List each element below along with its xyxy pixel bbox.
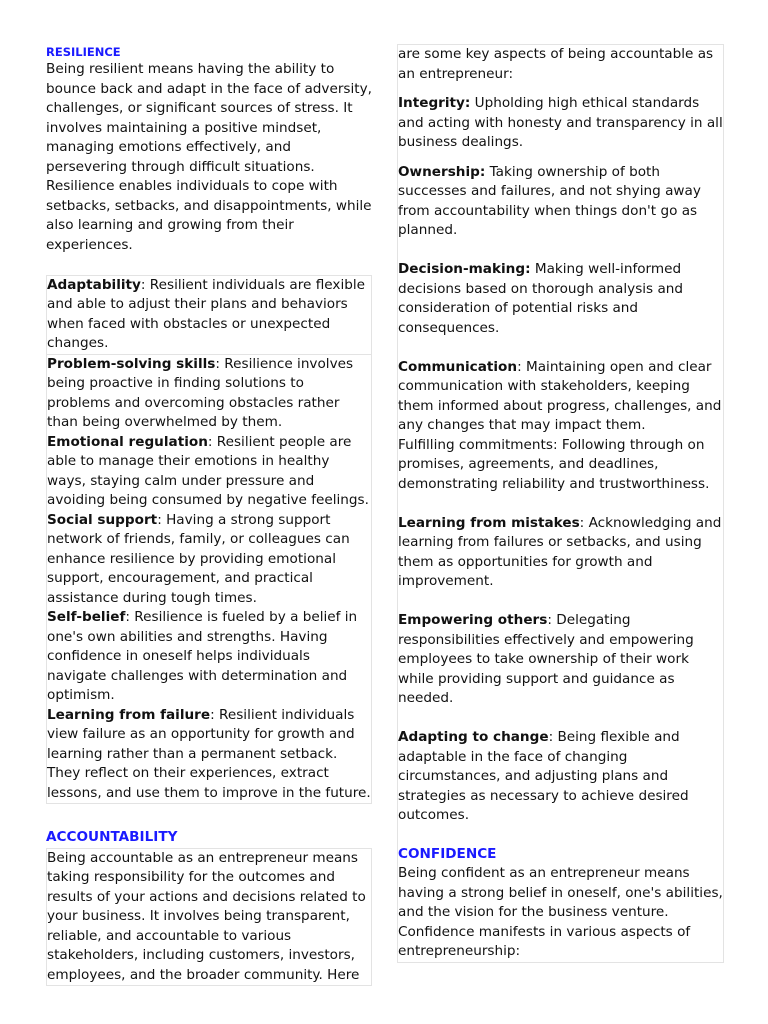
resilience-item-problem-solving bbox=[47, 355, 371, 433]
term: Adaptability bbox=[47, 276, 141, 293]
accountability-continuation: are some key aspects of being accountable as an entrepreneur: bbox=[398, 46, 714, 82]
confidence-heading: CONFIDENCE bbox=[398, 845, 497, 862]
term: Empowering others bbox=[398, 612, 548, 628]
term: Social support bbox=[47, 511, 158, 528]
desc: : Resilience is fueled by a belief in one's own abilities and strengths. Having confidence in oneself helps individuals navigate challenges with determination and optimism. bbox=[47, 609, 358, 703]
left-column bbox=[46, 40, 372, 986]
accountability-item-decision-making bbox=[398, 260, 723, 338]
desc: : Resilient individuals are flexible and able to adjust their plans and behaviors when faced with obstacles or unexpected changes. bbox=[47, 276, 366, 351]
term: Self-belief bbox=[47, 609, 126, 625]
term: Ownership: bbox=[398, 163, 486, 180]
term: Adapting to change bbox=[398, 729, 549, 745]
term: Integrity: bbox=[398, 95, 471, 111]
desc: : Maintaining open and clear communication with stakeholders, keeping them informed about progress, challenges, and any changes that may impact them. bbox=[398, 358, 722, 433]
accountability-item-communication bbox=[398, 358, 723, 436]
desc: Upholding high ethical standards and acting with honesty and transparency in all business dealings. bbox=[398, 95, 723, 150]
desc: : Being flexible and adaptable in the face of changing circumstances, and adjusting plans and strategies as necessary to achieve desired outcomes. bbox=[398, 729, 689, 823]
resilience-heading: RESILIENCE bbox=[46, 45, 121, 59]
resilience-item-adaptability bbox=[46, 275, 372, 354]
desc: Taking ownership of both successes and failures, and not shying away from accountability when things don't go as planned. bbox=[398, 163, 701, 238]
confidence-intro: Being confident as an entrepreneur means having a strong belief in oneself, one's abilities, and the vision for the business venture. Confidence manifests in various aspects of entrepreneurship: bbox=[398, 865, 723, 959]
term: Learning from failure bbox=[47, 706, 211, 723]
desc: : Delegating responsibilities effectively and empowering employees to take ownership of their work while providing support and guidance as needed. bbox=[398, 612, 694, 706]
desc: Making well-informed decisions based on thorough analysis and consideration of potential risks and consequences. bbox=[398, 261, 684, 336]
desc: : Acknowledging and learning from failures or setbacks, and using them as opportunities for growth and improvement. bbox=[398, 514, 722, 589]
accountability-item-empowering-others bbox=[398, 611, 723, 709]
resilience-item-learning-from-failure bbox=[47, 706, 371, 804]
accountability-intro: Being accountable as an entrepreneur means taking responsibility for the outcomes and results of your actions and decisions related to your business. It involves being transparent, reliable, and accountable to various stakeholders, including customers, investors, employees, and the broader community. Here bbox=[46, 848, 372, 987]
term: Problem-solving skills bbox=[47, 355, 216, 372]
resilience-item-social-support bbox=[47, 511, 371, 609]
term: Learning from mistakes bbox=[398, 514, 580, 531]
desc: : Resilience involves being proactive in finding solutions to problems and overcoming obstacles rather than being overwhelmed by them. bbox=[47, 355, 354, 430]
right-column bbox=[397, 44, 724, 963]
accountability-item-integrity bbox=[398, 94, 723, 153]
desc: : Having a strong support network of friends, family, or colleagues can enhance resilience by providing emotional support, encouragement, and practical assistance during tough times. bbox=[47, 511, 350, 606]
desc: : Resilient people are able to manage their emotions in healthy ways, staying calm under pressure and avoiding being consumed by negative feelings. bbox=[47, 433, 369, 508]
accountability-item-learning-from-mistakes bbox=[398, 514, 723, 592]
accountability-item-ownership bbox=[398, 163, 723, 241]
resilience-list-box bbox=[46, 354, 372, 805]
term: Emotional regulation bbox=[47, 433, 208, 450]
term: Communication bbox=[398, 358, 518, 375]
accountability-item-fulfilling-commitments: Fulfilling commitments: Following through on promises, agreements, and deadlines, demonstrating reliability and trustworthiness. bbox=[398, 436, 710, 492]
resilience-item-self-belief bbox=[47, 608, 371, 706]
accountability-item-adapting-to-change bbox=[398, 728, 723, 826]
desc: : Resilient individuals view failure as an opportunity for growth and learning rather than a permanent setback. They reflect on their experiences, extract lessons, and use them to improve in the future. bbox=[47, 706, 371, 801]
resilience-intro: Being resilient means having the ability to bounce back and adapt in the face of adversity, challenges, or significant sources of stress. It involves maintaining a positive mindset, managing emotions effectively, and persevering through difficult situations. Resilience enables individuals to cope with setbacks, setbacks, and disappointments, while also learning and growing from their experiences. bbox=[46, 61, 372, 253]
term: Decision-making: bbox=[398, 261, 531, 277]
resilience-item-emotional-regulation bbox=[47, 433, 371, 511]
accountability-heading: ACCOUNTABILITY bbox=[46, 829, 178, 845]
